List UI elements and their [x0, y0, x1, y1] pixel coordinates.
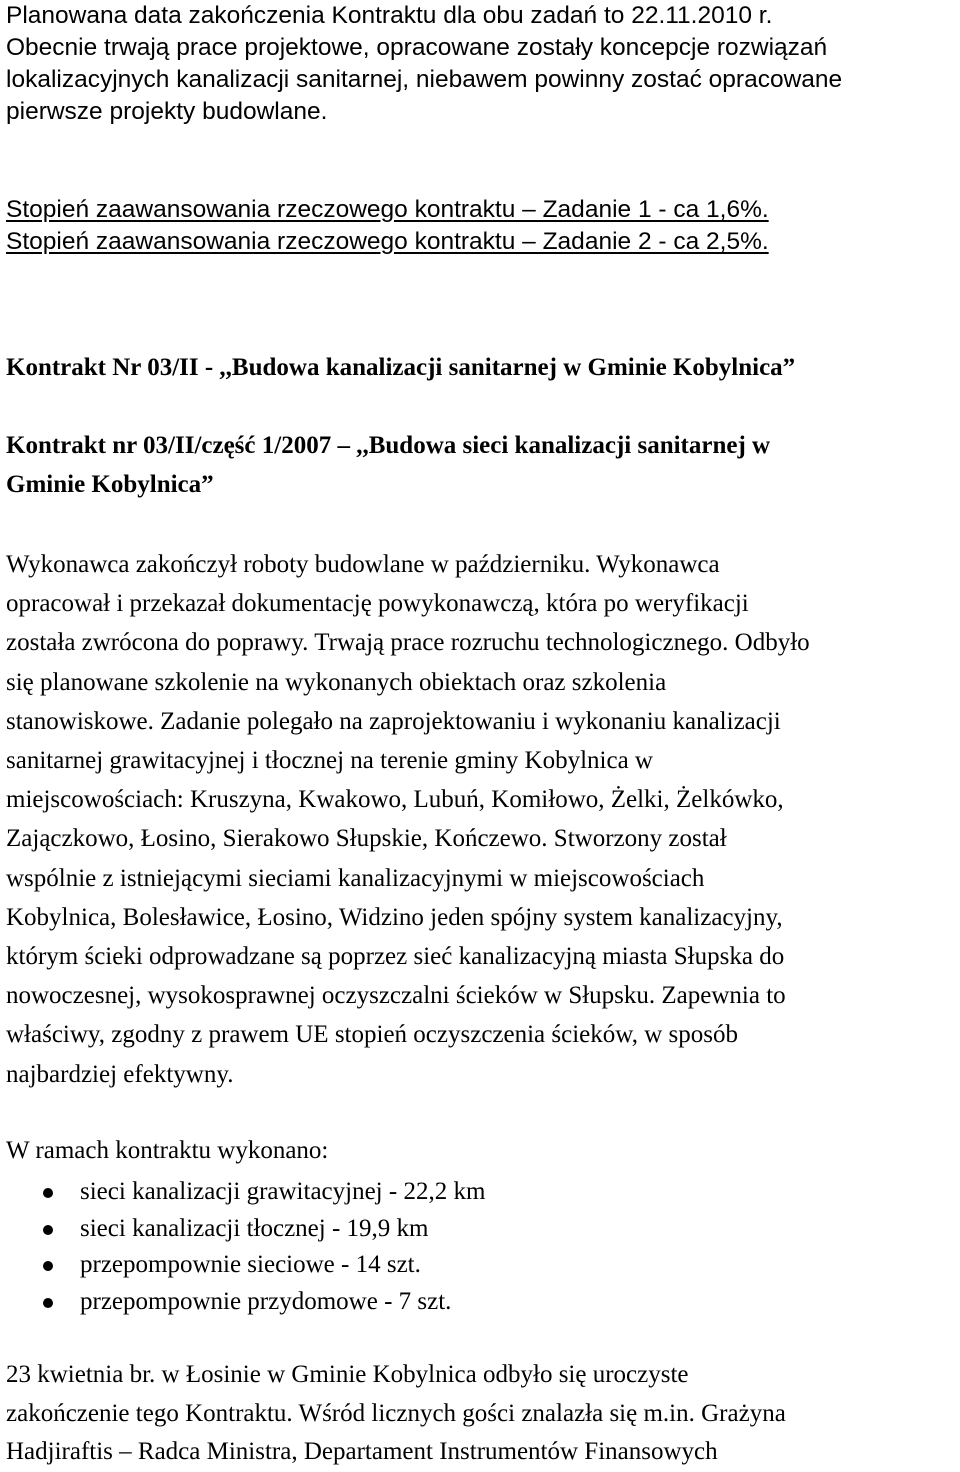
intro-paragraph — [6, 0, 842, 128]
intro-line: lokalizacyjnych kanalizacji sanitarnej, niebawem powinny zostać opracowane — [6, 66, 843, 93]
contract-subheading — [6, 426, 770, 504]
list-item-text: przepompownie sieciowe - 14 szt. — [80, 1251, 421, 1278]
body-line: Wykonawca zakończył roboty budowlane w październiku. Wykonawca — [6, 551, 720, 578]
body-line: stanowiskowe. Zadanie polegało na zaprojektowaniu i wykonaniu kanalizacji — [6, 707, 781, 735]
list-item — [6, 1174, 485, 1211]
progress-line-task-2: Stopień zaawansowania rzeczowego kontraktu – Zadanie 2 - ca 2,5%. — [6, 228, 769, 255]
list-item — [6, 1247, 485, 1284]
works-list — [6, 1174, 485, 1320]
ending-line: 23 kwietnia br. w Łosinie w Gminie Kobylnica odbyło się uroczyste — [6, 1361, 689, 1388]
ending-line: zakończenie tego Kontraktu. Wśród licznych gości znalazła się m.in. Grażyna — [6, 1399, 786, 1427]
list-item — [6, 1211, 485, 1248]
intro-line: Obecnie trwają prace projektowe, opracowane zostały koncepcje rozwiązań — [6, 34, 828, 61]
progress-line-task-1: Stopień zaawansowania rzeczowego kontraktu – Zadanie 1 - ca 1,6%. — [6, 196, 769, 223]
body-line: się planowane szkolenie na wykonanych obiektach oraz szkolenia — [6, 668, 667, 696]
contract-heading: Kontrakt Nr 03/II - ,,Budowa kanalizacji sanitarnej w Gminie Kobylnica” — [6, 354, 796, 381]
body-line: Kobylnica, Bolesławice, Łosino, Widzino jeden spójny system kanalizacyjny, — [6, 903, 783, 931]
intro-line: Planowana data zakończenia Kontraktu dla obu zadań to 22.11.2010 r. — [6, 2, 773, 29]
bullet-icon — [43, 1225, 53, 1235]
body-line: właściwy, zgodny z prawem UE stopień oczyszczenia ścieków, w sposób — [6, 1021, 738, 1049]
list-item-text: sieci kanalizacji grawitacyjnej - 22,2 km — [80, 1178, 486, 1205]
body-line: miejscowościach: Kruszyna, Kwakowo, Lubuń, Komiłowo, Żelki, Żelkówko, — [6, 786, 784, 814]
body-paragraph — [6, 545, 810, 1094]
body-line: opracował i przekazał dokumentację powykonawczą, która po weryfikacji — [6, 590, 749, 618]
ending-line: Hadjiraftis – Radca Ministra, Departament Instrumentów Finansowych — [6, 1438, 718, 1465]
body-line: nowoczesnej, wysokosprawnej oczyszczalni ścieków w Słupsku. Zapewnia to — [6, 982, 786, 1010]
list-intro: W ramach kontraktu wykonano: — [6, 1137, 329, 1164]
body-line: sanitarnej grawitacyjnej i tłocznej na terenie gminy Kobylnica w — [6, 747, 653, 775]
bullet-icon — [43, 1298, 53, 1308]
body-line: wspólnie z istniejącymi sieciami kanalizacyjnymi w miejscowościach — [6, 864, 705, 892]
bullet-icon — [43, 1188, 53, 1198]
list-item-text: sieci kanalizacji tłocznej - 19,9 km — [80, 1214, 429, 1242]
intro-line: pierwsze projekty budowlane. — [6, 98, 328, 125]
subheading-line: Gminie Kobylnica” — [6, 471, 214, 498]
body-line: najbardziej efektywny. — [6, 1060, 234, 1088]
subheading-line: Kontrakt nr 03/II/część 1/2007 – ,,Budowa sieci kanalizacji sanitarnej w — [6, 432, 771, 459]
body-line: Zajączkowo, Łosino, Sierakowo Słupskie, Kończewo. Stworzony został — [6, 825, 727, 853]
list-item — [6, 1284, 485, 1321]
bullet-icon — [43, 1261, 53, 1271]
body-line: którym ścieki odprowadzane są poprzez sieć kanalizacyjną miasta Słupska do — [6, 943, 785, 971]
list-item-text: przepompownie przydomowe - 7 szt. — [80, 1287, 452, 1315]
progress-paragraph — [6, 194, 769, 258]
ending-paragraph — [6, 1356, 786, 1472]
body-line: została zwrócona do poprawy. Trwają prace rozruchu technologicznego. Odbyło — [6, 629, 810, 657]
